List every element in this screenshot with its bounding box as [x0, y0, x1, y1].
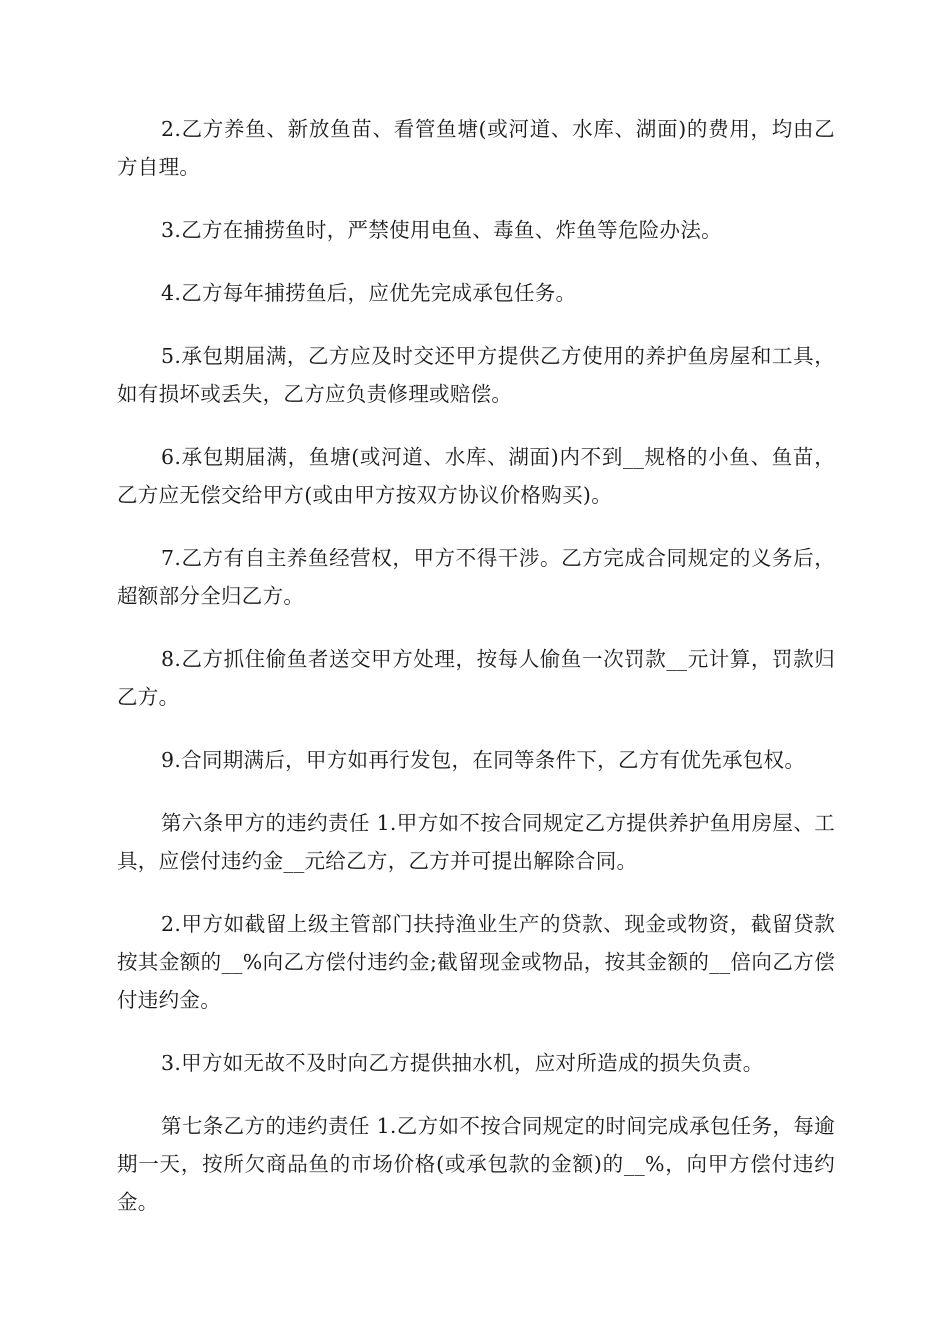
clause-paragraph: 9.合同期满后，甲方如再行发包，在同等条件下，乙方有优先承包权。: [161, 748, 806, 772]
clause-paragraph: 2.乙方养鱼、新放鱼苗、看管鱼塘(或河道、水库、湖面)的费用，均由乙方自理。: [117, 117, 835, 179]
clause-paragraph: 8.乙方抓住偷鱼者送交甲方处理，按每人偷鱼一次罚款__元计算，罚款归乙方。: [117, 647, 835, 709]
clause-paragraph: 3.甲方如无故不及时向乙方提供抽水机，应对所造成的损失负责。: [161, 1051, 764, 1075]
clause-paragraph: 6.承包期届满，鱼塘(或河道、水库、湖面)内不到__规格的小鱼、鱼苗，乙方应无偿交给甲方(或由甲方按双方协议价格购买)。: [117, 445, 835, 507]
clause-paragraph: 7.乙方有自主养鱼经营权，甲方不得干涉。乙方完成合同规定的义务后，超额部分全归乙方。: [117, 546, 835, 608]
clause-paragraph: 3.乙方在捕捞鱼时，严禁使用电鱼、毒鱼、炸鱼等危险办法。: [161, 218, 722, 242]
clause-paragraph: 4.乙方每年捕捞鱼后，应优先完成承包任务。: [161, 281, 577, 305]
document-body: [117, 110, 835, 1246]
clause-paragraph: 2.甲方如截留上级主管部门扶持渔业生产的贷款、现金或物资，截留贷款按其金额的__%向乙方偿付违约金;截留现金或物品，按其金额的__倍向乙方偿付违约金。: [117, 912, 835, 1012]
article-six-paragraph: 第六条甲方的违约责任 1.甲方如不按合同规定乙方提供养护鱼用房屋、工具，应偿付违约金__元给乙方，乙方并可提出解除合同。: [117, 811, 835, 873]
article-seven-paragraph: 第七条乙方的违约责任 1.乙方如不按合同规定的时间完成承包任务，每逾期一天，按所欠商品鱼的市场价格(或承包款的金额)的__%，向甲方偿付违约金。: [117, 1114, 835, 1214]
clause-paragraph: 5.承包期届满，乙方应及时交还甲方提供乙方使用的养护鱼房屋和工具，如有损坏或丢失，乙方应负责修理或赔偿。: [117, 344, 835, 406]
